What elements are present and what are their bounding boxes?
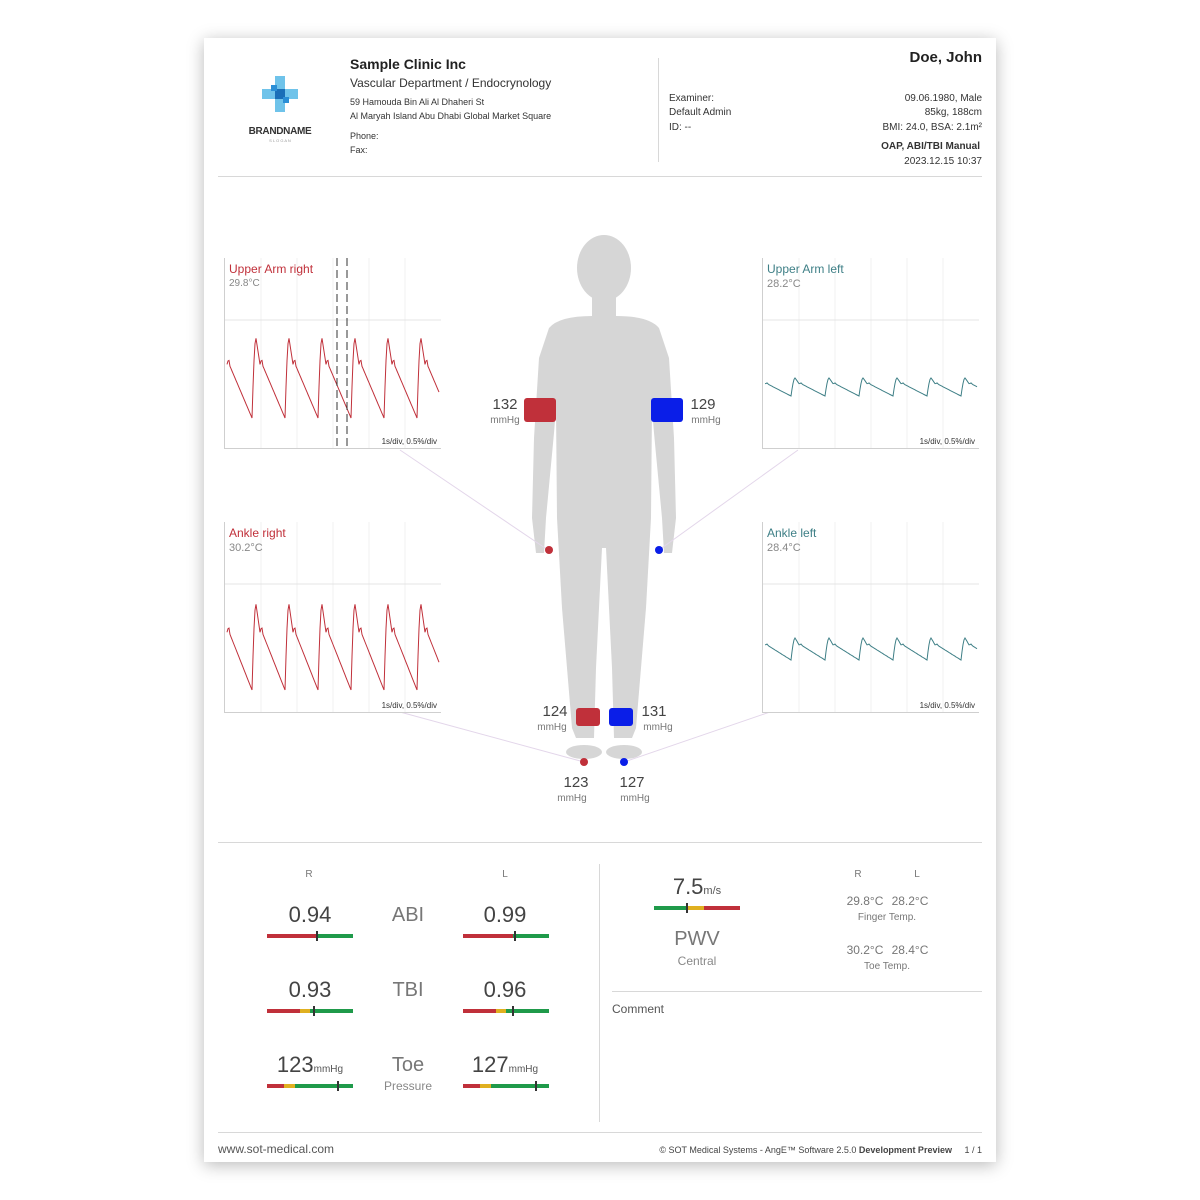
footer-page-number: 1 / 1 [964, 1145, 982, 1155]
footer-rule [218, 1132, 982, 1133]
chart-title: Ankle right [229, 526, 286, 540]
bar-marker [686, 903, 688, 913]
body-silhouette [532, 235, 676, 759]
brand-logo [244, 76, 316, 148]
pwv-value [647, 874, 747, 900]
chart-title: Upper Arm right [229, 262, 314, 276]
temp-column-right-label: R [854, 869, 862, 880]
toe-right-number: 123 [276, 1052, 314, 1077]
toe-left-value [455, 1052, 555, 1078]
cuff-ankle-left [609, 708, 633, 726]
abi-right-value: 0.94 [288, 902, 332, 927]
bar-marker [512, 1006, 514, 1016]
toe-temp-label: Toe Temp. [864, 961, 910, 972]
clinic-cross-icon [262, 76, 298, 112]
pwv-sublabel: Central [677, 954, 717, 968]
toe-left-unit: mmHg [620, 793, 650, 804]
patient-weight-height: 85kg, 188cm [924, 107, 982, 118]
figure-bottom-rule [218, 842, 982, 843]
finger-temp-label: Finger Temp. [857, 912, 917, 923]
arm-right-unit: mmHg [490, 415, 520, 426]
brand-slogan: S L O G A N [269, 138, 291, 143]
finger-temp-right: 29.8°C [846, 894, 884, 908]
toe-right-pressure: 123 [563, 774, 589, 791]
patient-bmi-bsa: BMI: 24.0, BSA: 2.1m² [882, 122, 982, 133]
chart-upper-arm-right [224, 258, 441, 449]
temp-column-left-label: L [914, 869, 920, 880]
toe-left-number: 127 [471, 1052, 509, 1077]
abi-right-bar [267, 934, 353, 938]
finger-temp-left: 28.2°C [891, 894, 929, 908]
toe-label: Toe [391, 1054, 425, 1076]
toe-left-bar [463, 1084, 549, 1088]
chart-scale: 1s/div, 0.5%/div [919, 701, 975, 710]
toe-right-unit: mmHg [557, 793, 587, 804]
clinic-name: Sample Clinic Inc [350, 56, 466, 72]
chart-title: Ankle left [767, 526, 817, 540]
footer-credits [659, 1145, 982, 1155]
clinic-fax: Fax: [350, 145, 368, 155]
footer-preview: Development Preview [858, 1145, 952, 1155]
examiner-label: Examiner: [669, 93, 715, 104]
toe-right-value [260, 1052, 360, 1078]
column-left-label: L [502, 869, 508, 880]
exam-protocol: OAP, ABI/TBI Manual [881, 141, 980, 152]
footer-website[interactable]: www.sot-medical.com [218, 1142, 335, 1156]
toe-sublabel: Pressure [383, 1079, 433, 1093]
chart-scale: 1s/div, 0.5%/div [381, 701, 437, 710]
bar-marker [337, 1081, 339, 1091]
header-bottom-rule [218, 176, 982, 177]
chart-ankle-right [224, 522, 441, 713]
chart-temperature: 28.4°C [767, 542, 801, 554]
patient-dob-sex: 09.06.1980, Male [904, 93, 982, 104]
toe-right-unit: mmHg [313, 1064, 344, 1075]
clinic-address-line2: Al Maryah Island Abu Dhabi Global Market Square [350, 111, 552, 121]
pwv-unit: m/s [703, 885, 722, 897]
abi-left-bar [463, 934, 549, 938]
bar-marker [313, 1006, 315, 1016]
ankle-right-pressure: 124 [542, 703, 568, 720]
abi-left-value: 0.99 [483, 902, 527, 927]
chart-temperature: 30.2°C [229, 542, 263, 554]
abi-label: ABI [391, 904, 425, 926]
bar-marker [535, 1081, 537, 1091]
patient-id: ID: -- [669, 122, 692, 133]
tbi-left-bar [463, 1009, 549, 1013]
brand-name: BRANDNAME [248, 126, 312, 137]
patient-name: Doe, John [909, 49, 982, 66]
chart-temperature: 29.8°C [229, 278, 260, 289]
arm-left-pressure: 129 [690, 396, 716, 413]
header-divider [658, 58, 659, 162]
footer-copyright: © SOT Medical Systems - AngE™ Software 2.5.0 [659, 1145, 857, 1155]
clinic-department: Vascular Department / Endocrynology [350, 76, 552, 90]
tbi-right-bar [267, 1009, 353, 1013]
chart-title: Upper Arm left [767, 262, 844, 276]
cuff-arm-right [524, 398, 556, 422]
bar-marker [514, 931, 516, 941]
column-right-label: R [305, 869, 313, 880]
comment-top-rule [612, 991, 982, 992]
clinic-address-line1: 59 Hamouda Bin Ali Al Dhaheri St [350, 97, 485, 107]
chart-upper-arm-left [762, 258, 979, 449]
cuff-arm-left [651, 398, 683, 422]
pwv-bar [654, 906, 740, 910]
exam-datetime: 2023.12.15 10:37 [904, 156, 982, 167]
tbi-left-value: 0.96 [483, 977, 527, 1002]
ankle-left-unit: mmHg [643, 722, 673, 733]
chart-scale: 1s/div, 0.5%/div [919, 437, 975, 446]
ankle-left-pressure: 131 [641, 703, 667, 720]
pwv-number: 7.5 [672, 874, 704, 899]
report-page [204, 38, 996, 1162]
chart-scale: 1s/div, 0.5%/div [381, 437, 437, 446]
clinic-phone: Phone: [350, 131, 379, 141]
arm-left-unit: mmHg [691, 415, 721, 426]
toe-temp-right: 30.2°C [846, 943, 884, 957]
comment-label: Comment [612, 1002, 665, 1016]
toe-temp-left: 28.4°C [891, 943, 929, 957]
cuff-ankle-right [576, 708, 600, 726]
arm-right-pressure: 132 [492, 396, 518, 413]
examiner-name: Default Admin [669, 107, 732, 118]
chart-temperature: 28.2°C [767, 278, 801, 290]
toe-left-unit: mmHg [508, 1064, 539, 1075]
ankle-right-unit: mmHg [537, 722, 567, 733]
tbi-right-value: 0.93 [288, 977, 332, 1002]
pwv-label: PWV [674, 928, 720, 950]
toe-left-pressure: 127 [619, 774, 645, 791]
chart-ankle-left [762, 522, 979, 713]
tbi-label: TBI [392, 979, 424, 1001]
toe-right-bar [267, 1084, 353, 1088]
bar-marker [316, 931, 318, 941]
results-divider [599, 864, 600, 1122]
